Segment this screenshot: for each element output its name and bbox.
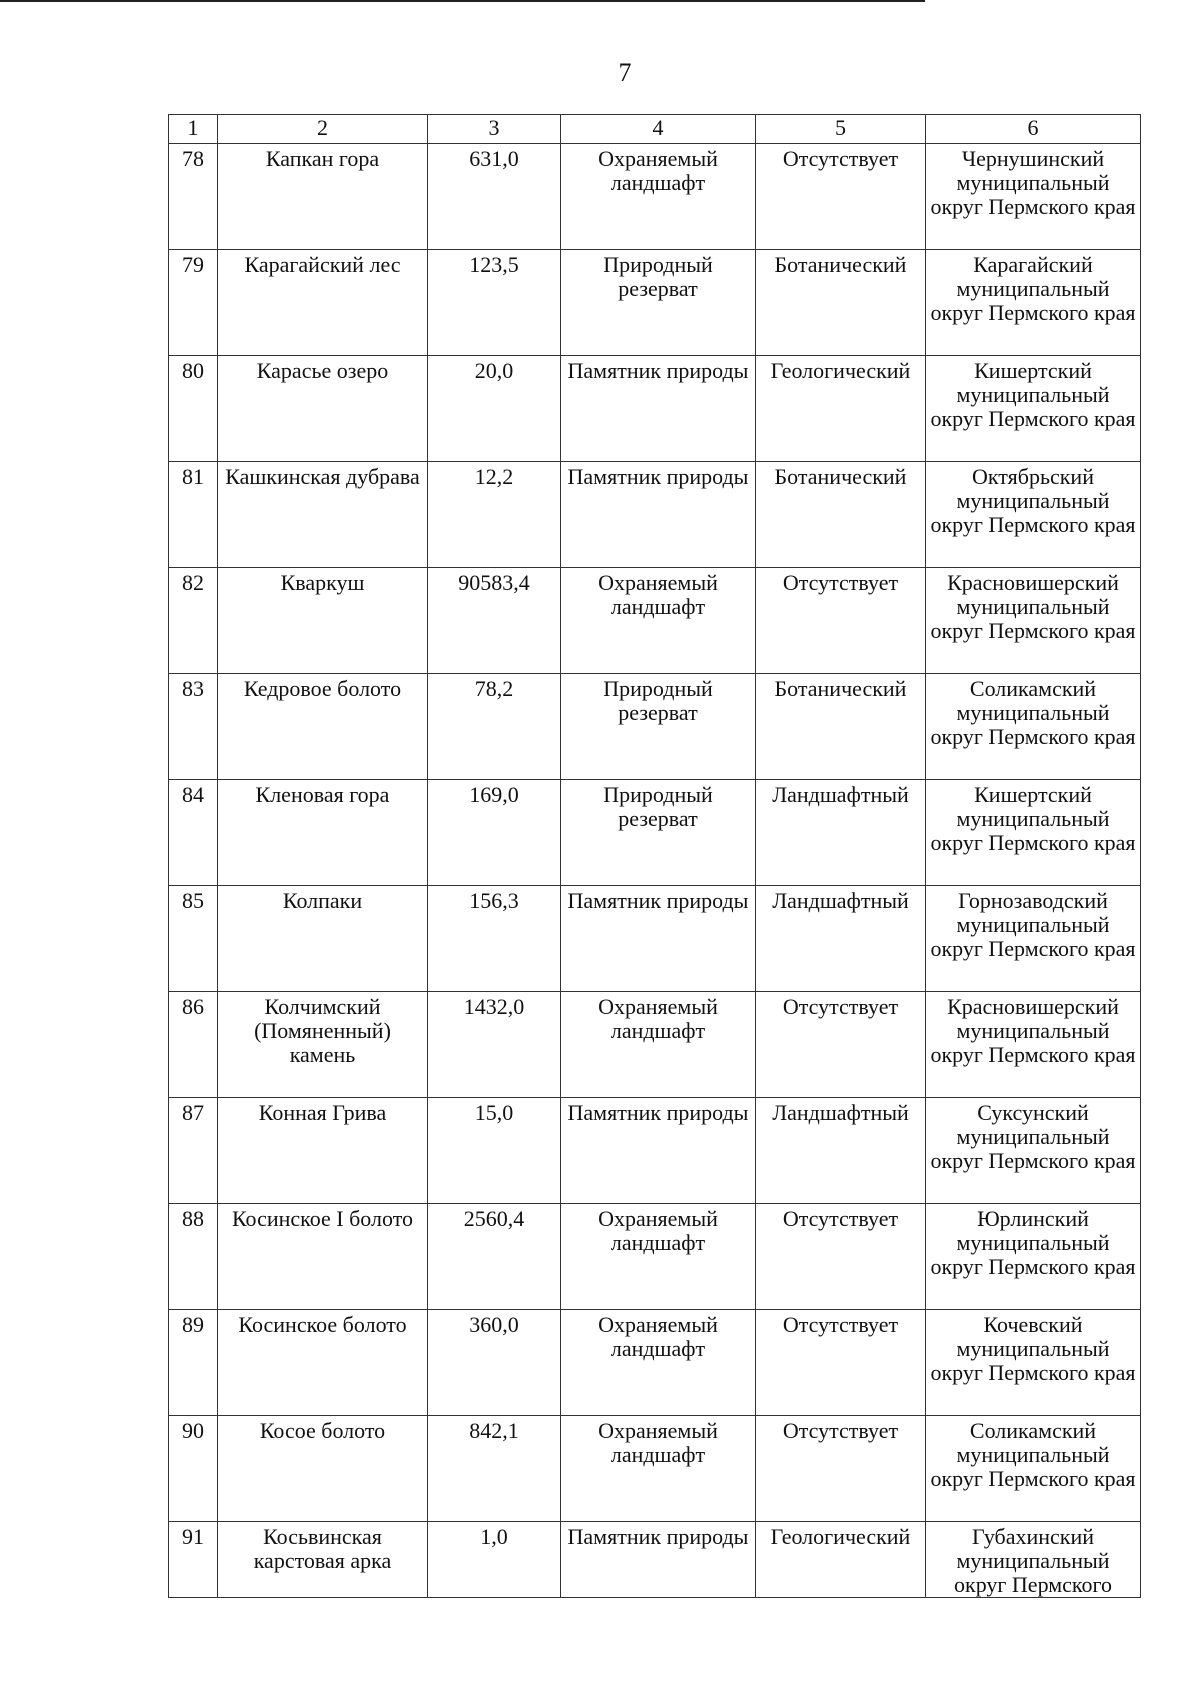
- area-name-cell: Кедровое болото: [218, 674, 428, 780]
- header-cell: 2: [218, 115, 428, 144]
- row-number-cell: 78: [169, 144, 218, 250]
- area-size-cell: 2560,4: [428, 1204, 561, 1310]
- area-size-cell: 90583,4: [428, 568, 561, 674]
- profile-cell: Отсутствует: [756, 992, 926, 1098]
- category-cell: Природный резерват: [561, 674, 756, 780]
- category-cell: Памятник природы: [561, 462, 756, 568]
- area-name-cell: Карагайский лес: [218, 250, 428, 356]
- area-size-cell: 15,0: [428, 1098, 561, 1204]
- category-cell: Охраняемый ландшафт: [561, 1416, 756, 1522]
- top-rule: [0, 0, 925, 2]
- profile-cell: Геологический: [756, 356, 926, 462]
- profile-cell: Ландшафтный: [756, 780, 926, 886]
- area-name-cell: Колпаки: [218, 886, 428, 992]
- district-cell: Чернушинский муниципальный округ Пермского края: [926, 144, 1141, 250]
- area-name-cell: Косое болото: [218, 1416, 428, 1522]
- row-number-cell: 82: [169, 568, 218, 674]
- category-cell: Охраняемый ландшафт: [561, 1310, 756, 1416]
- area-size-cell: 169,0: [428, 780, 561, 886]
- table-row: [169, 568, 1141, 674]
- profile-cell: Отсутствует: [756, 1416, 926, 1522]
- table-row: [169, 1098, 1141, 1204]
- area-name-cell: Капкан гора: [218, 144, 428, 250]
- district-cell: Горнозаводский муниципальный округ Пермского края: [926, 886, 1141, 992]
- row-number-cell: 87: [169, 1098, 218, 1204]
- table-row: [169, 1522, 1141, 1598]
- area-size-cell: 20,0: [428, 356, 561, 462]
- area-size-cell: 78,2: [428, 674, 561, 780]
- table-row: [169, 780, 1141, 886]
- table-row: [169, 1310, 1141, 1416]
- row-number-cell: 83: [169, 674, 218, 780]
- area-size-cell: 12,2: [428, 462, 561, 568]
- table-row: [169, 992, 1141, 1098]
- table-row: [169, 886, 1141, 992]
- district-cell: Юрлинский муниципальный округ Пермского края: [926, 1204, 1141, 1310]
- table-row: [169, 1204, 1141, 1310]
- table-row: [169, 674, 1141, 780]
- profile-cell: Ботанический: [756, 250, 926, 356]
- area-name-cell: Косьвинская карстовая арка: [218, 1522, 428, 1598]
- table-row: [169, 462, 1141, 568]
- area-size-cell: 360,0: [428, 1310, 561, 1416]
- district-cell: Соликамский муниципальный округ Пермского края: [926, 1416, 1141, 1522]
- category-cell: Памятник природы: [561, 356, 756, 462]
- district-cell: Кочевский муниципальный округ Пермского края: [926, 1310, 1141, 1416]
- profile-cell: Отсутствует: [756, 568, 926, 674]
- profile-cell: Отсутствует: [756, 1310, 926, 1416]
- area-size-cell: 156,3: [428, 886, 561, 992]
- header-cell: 6: [926, 115, 1141, 144]
- category-cell: Памятник природы: [561, 1098, 756, 1204]
- category-cell: Природный резерват: [561, 250, 756, 356]
- area-size-cell: 842,1: [428, 1416, 561, 1522]
- category-cell: Охраняемый ландшафт: [561, 568, 756, 674]
- profile-cell: Отсутствует: [756, 144, 926, 250]
- district-cell: Октябрьский муниципальный округ Пермского края: [926, 462, 1141, 568]
- profile-cell: Ландшафтный: [756, 1098, 926, 1204]
- district-cell: Кишертский муниципальный округ Пермского края: [926, 780, 1141, 886]
- district-cell: Суксунский муниципальный округ Пермского края: [926, 1098, 1141, 1204]
- district-cell: Соликамский муниципальный округ Пермского края: [926, 674, 1141, 780]
- row-number-cell: 84: [169, 780, 218, 886]
- row-number-cell: 86: [169, 992, 218, 1098]
- area-size-cell: 123,5: [428, 250, 561, 356]
- area-name-cell: Косинское болото: [218, 1310, 428, 1416]
- row-number-cell: 81: [169, 462, 218, 568]
- area-name-cell: Колчимский (Помяненный) камень: [218, 992, 428, 1098]
- profile-cell: Геологический: [756, 1522, 926, 1598]
- area-size-cell: 1,0: [428, 1522, 561, 1598]
- category-cell: Памятник природы: [561, 1522, 756, 1598]
- category-cell: Природный резерват: [561, 780, 756, 886]
- area-name-cell: Карасье озеро: [218, 356, 428, 462]
- district-cell: Красновишерский муниципальный округ Пермского края: [926, 992, 1141, 1098]
- area-size-cell: 631,0: [428, 144, 561, 250]
- page-number: 7: [618, 58, 632, 87]
- row-number-cell: 79: [169, 250, 218, 356]
- area-name-cell: Кваркуш: [218, 568, 428, 674]
- profile-cell: Ботанический: [756, 674, 926, 780]
- profile-cell: Ландшафтный: [756, 886, 926, 992]
- profile-cell: Отсутствует: [756, 1204, 926, 1310]
- header-cell: 4: [561, 115, 756, 144]
- row-number-cell: 88: [169, 1204, 218, 1310]
- district-cell: Красновишерский муниципальный округ Пермского края: [926, 568, 1141, 674]
- area-name-cell: Кашкинская дубрава: [218, 462, 428, 568]
- table-header-row: [169, 115, 1141, 144]
- district-cell: Кишертский муниципальный округ Пермского края: [926, 356, 1141, 462]
- protected-areas-table: [168, 114, 1141, 1598]
- header-cell: 1: [169, 115, 218, 144]
- header-cell: 5: [756, 115, 926, 144]
- table-row: [169, 356, 1141, 462]
- area-name-cell: Конная Грива: [218, 1098, 428, 1204]
- category-cell: Охраняемый ландшафт: [561, 1204, 756, 1310]
- category-cell: Охраняемый ландшафт: [561, 144, 756, 250]
- row-number-cell: 80: [169, 356, 218, 462]
- district-cell: Губахинский муниципальный округ Пермского: [926, 1522, 1141, 1598]
- area-name-cell: Кленовая гора: [218, 780, 428, 886]
- row-number-cell: 91: [169, 1522, 218, 1598]
- header-cell: 3: [428, 115, 561, 144]
- profile-cell: Ботанический: [756, 462, 926, 568]
- district-cell: Карагайский муниципальный округ Пермского края: [926, 250, 1141, 356]
- table-row: [169, 1416, 1141, 1522]
- row-number-cell: 90: [169, 1416, 218, 1522]
- table-row: [169, 250, 1141, 356]
- table-row: [169, 144, 1141, 250]
- row-number-cell: 89: [169, 1310, 218, 1416]
- category-cell: Охраняемый ландшафт: [561, 992, 756, 1098]
- category-cell: Памятник природы: [561, 886, 756, 992]
- row-number-cell: 85: [169, 886, 218, 992]
- area-name-cell: Косинское I болото: [218, 1204, 428, 1310]
- area-size-cell: 1432,0: [428, 992, 561, 1098]
